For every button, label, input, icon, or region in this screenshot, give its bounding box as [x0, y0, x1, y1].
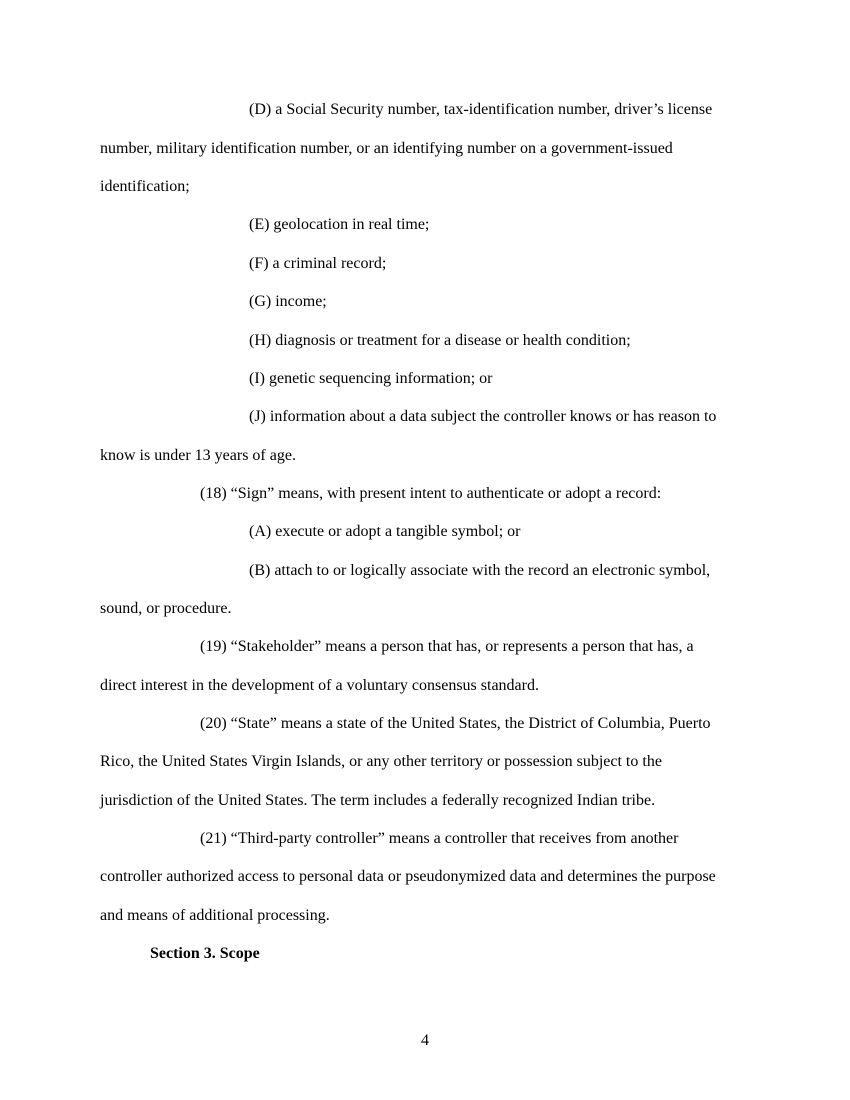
text-line: know is under 13 years of age.: [100, 447, 296, 464]
text-line: (J) information about a data subject the controller knows or has reason to: [249, 408, 717, 425]
page-number: 4: [421, 1032, 429, 1049]
text-line: Rico, the United States Virgin Islands, or any other territory or possession subject to the: [100, 753, 662, 770]
text-line: sound, or procedure.: [100, 600, 232, 617]
text-line: number, military identification number, or an identifying number on a government-issued: [100, 140, 673, 157]
text-line: (B) attach to or logically associate with the record an electronic symbol,: [249, 562, 711, 579]
text-line: (20) “State” means a state of the United States, the District of Columbia, Puerto: [200, 715, 711, 732]
text-line: (F) a criminal record;: [249, 255, 387, 272]
text-line: (21) “Third-party controller” means a controller that receives from another: [200, 830, 679, 847]
text-line: (18) “Sign” means, with present intent to authenticate or adopt a record:: [200, 485, 662, 502]
text-line: (D) a Social Security number, tax-identification number, driver’s license: [249, 101, 713, 118]
section-heading: Section 3. Scope: [150, 945, 260, 962]
text-line: jurisdiction of the United States. The term includes a federally recognized Indian tribe.: [100, 792, 656, 809]
text-line: controller authorized access to personal data or pseudonymized data and determines the purpose: [100, 868, 716, 885]
text-line: identification;: [100, 178, 190, 195]
text-line: (E) geolocation in real time;: [249, 216, 430, 233]
text-line: (I) genetic sequencing information; or: [249, 370, 493, 387]
text-line: direct interest in the development of a voluntary consensus standard.: [100, 677, 539, 694]
text-line: (G) income;: [249, 293, 327, 310]
text-line: (19) “Stakeholder” means a person that has, or represents a person that has, a: [200, 638, 694, 655]
text-line: (A) execute or adopt a tangible symbol; or: [249, 523, 521, 540]
text-line: and means of additional processing.: [100, 907, 330, 924]
text-line: (H) diagnosis or treatment for a disease or health condition;: [249, 332, 631, 349]
